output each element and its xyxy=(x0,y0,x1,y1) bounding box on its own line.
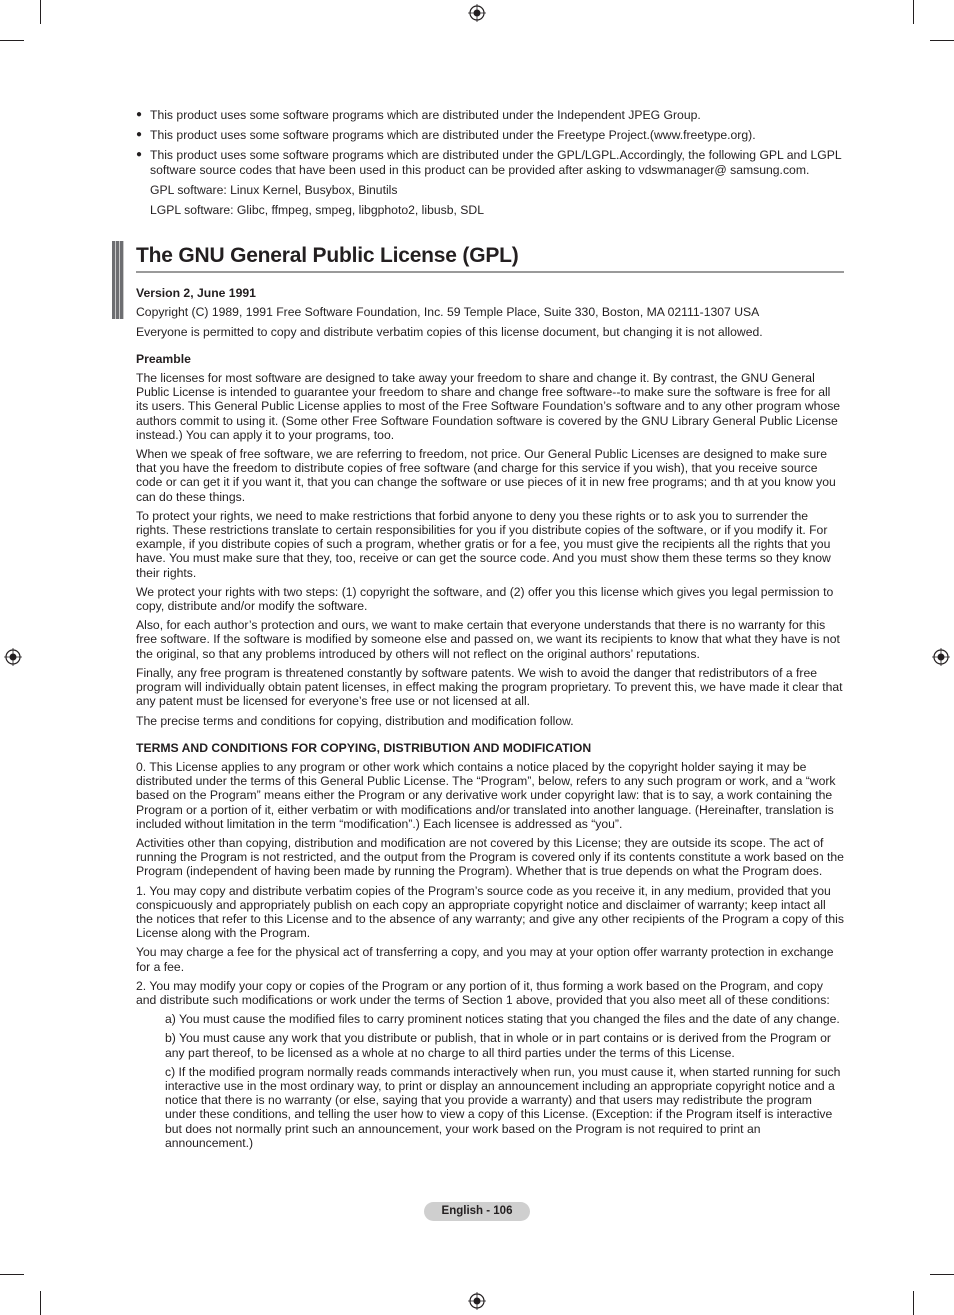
list-item xyxy=(136,148,844,176)
bullet-text: This product uses some software programs which are distributed under the Freetype Project.(www.freetype.org). xyxy=(150,128,756,143)
paragraph: We protect your rights with two steps: (1) copyright the software, and (2) offer you this license which gives you legal permission to copy, distribute and/or modify the software. xyxy=(136,584,834,614)
crop-mark xyxy=(0,40,24,41)
page-title: The GNU General Public License (GPL) xyxy=(136,244,519,268)
registration-mark-icon xyxy=(468,1292,486,1310)
crop-mark xyxy=(930,1274,954,1275)
page-number-badge: English - 106 xyxy=(424,1202,530,1221)
condition-item: b) You must cause any work that you distribute or publish, that in whole or in part contains or is derived from the Program or any part thereof, to be licensed as a whole at no charge to all third parties under the terms of this License. xyxy=(165,1031,831,1060)
crop-mark xyxy=(913,1291,914,1315)
bullet-text: This product uses some software programs which are distributed under the Independent JPEG Group. xyxy=(150,108,701,122)
gpl-software-list: GPL software: Linux Kernel, Busybox, Binutils xyxy=(150,182,398,197)
paragraph: Activities other than copying, distribution and modification are not covered by this License; they are outside its scope. The act of running the Program is not restricted, and the output from the Program is covered only if its contents constitute a work based on the Program (independent of having been made by running the Program). Whether that is true depends on what the Program does. xyxy=(136,835,844,879)
crop-mark xyxy=(40,1291,41,1315)
condition-item: c) If the modified program normally reads commands interactively when run, you must cause it, when started running for such interactive use in the most ordinary way, to print or display an announcement including an appropriate copyright notice and a notice that there is no warranty (or else, saying that you provide a warranty) and that users may redistribute the program under these conditions, and telling the user how to view a copy of this License. (Exception: if the Program itself is interactive but does not normally print such an announcement, your work based on the Program is not required to print an announcement.) xyxy=(165,1064,841,1150)
bullet-icon: ● xyxy=(136,129,143,141)
list-item xyxy=(136,108,844,122)
registration-mark-icon xyxy=(4,648,22,666)
condition-item: a) You must cause the modified files to carry prominent notices stating that you changed the files and the date of any change. xyxy=(165,1012,840,1027)
section-header xyxy=(136,243,844,273)
paragraph: The licenses for most software are designed to take away your freedom to share and change it. By contrast, the GNU General Public License is intended to guarantee your freedom to share and change free software--to make sure the software is free for all its users. This General Public License applies to most of the Free Software Foundation’s software and to any other program whose authors commit to using it. (Some other Free Software Foundation software is covered by the GNU Library General Public License instead.) You can apply it to your programs, too. xyxy=(136,371,841,442)
title-accent-bar xyxy=(112,241,124,319)
paragraph: Also, for each author’s protection and ours, we want to make certain that everyone understands that there is no warranty for this free software. If the software is modified by someone else and passed on, we want its recipients to know that what they have is not the original, so that any problems introduced by others will not reflect on the original authors’ reputations. xyxy=(136,618,840,661)
registration-mark-icon xyxy=(468,4,486,22)
paragraph: Finally, any free program is threatened constantly by software patents. We wish to avoid the danger that redistributors of a free program will individually obtain patent licenses, in effect making the program proprietary. To prevent this, we have made it clear that any patent must be licensed for everyone’s free use or not licensed at all. xyxy=(136,665,843,709)
bullet-list xyxy=(136,108,844,177)
crop-mark xyxy=(40,0,41,24)
permission-text: Everyone is permitted to copy and distribute verbatim copies of this license document, but changing it is not allowed. xyxy=(136,324,763,339)
paragraph: 2. You may modify your copy or copies of the Program or any portion of it, thus forming a work based on the Program, and copy and distribute such modifications or work under the terms of Section 1 above, provided that you also meet all of these conditions: xyxy=(136,978,830,1007)
crop-mark xyxy=(913,0,914,24)
paragraph: You may charge a fee for the physical act of transferring a copy, and you may at your option offer warranty protection in exchange for a fee. xyxy=(136,945,834,974)
bullet-text: This product uses some software programs which are distributed under the GPL/LGPL.Accordingly, the following GPL and LGPL software source codes that have been used in this product can be provided after asking to vdswmanager@ samsung.com. xyxy=(150,148,842,177)
crop-mark xyxy=(0,1274,24,1275)
registration-mark-icon xyxy=(932,648,950,666)
preamble-heading: Preamble xyxy=(136,351,191,366)
paragraph: The precise terms and conditions for copying, distribution and modification follow. xyxy=(136,713,574,728)
page-content xyxy=(136,108,844,1155)
terms-heading: TERMS AND CONDITIONS FOR COPYING, DISTRIBUTION AND MODIFICATION xyxy=(136,740,592,755)
copyright-text: Copyright (C) 1989, 1991 Free Software Foundation, Inc. 59 Temple Place, Suite 330, Boston, MA 02111-1307 USA xyxy=(136,305,760,320)
bullet-icon: ● xyxy=(136,149,143,161)
version-heading: Version 2, June 1991 xyxy=(136,286,256,301)
bullet-icon: ● xyxy=(136,109,143,120)
paragraph: 0. This License applies to any program or other work which contains a notice placed by the copyright holder saying it may be distributed under the terms of this General Public License. The “Program”, below, refers to any such program or work, and a “work based on the Program” means either the Program or any derivative work under copyright law: that is to say, a work containing the Program or a portion of it, either verbatim or with modifications and/or translated into another language. (Hereinafter, translation is included without limitation in the term “modification”.) Each licensee is addressed as “you”. xyxy=(136,759,836,831)
paragraph: When we speak of free software, we are referring to freedom, not price. Our General Public Licenses are designed to make sure that you have the freedom to distribute copies of free software (and charge for this service if you wish), that you receive source code or can get it if you want it, that you can change the software or use pieces of it in new free programs; and th at you know you can do these things. xyxy=(136,447,836,504)
lgpl-software-list: LGPL software: Glibc, ffmpeg, smpeg, libgphoto2, libusb, SDL xyxy=(150,203,484,218)
paragraph: 1. You may copy and distribute verbatim copies of the Program’s source code as you receive it, in any medium, provided that you conspicuously and appropriately publish on each copy an appropriate copyright notice and disclaimer of warranty; keep intact all the notices that refer to this License and to the absence of any warranty; and give any other recipients of the Program a copy of this License along with the Program. xyxy=(136,883,844,941)
list-item xyxy=(136,128,844,142)
paragraph: To protect your rights, we need to make restrictions that forbid anyone to deny you these rights or to ask you to surrender the rights. These restrictions translate to certain responsibilities for you if you distribute copies of the software, or if you modify it. For example, if you distribute copies of such a program, whether gratis or for a fee, you must give the recipients all the rights that you have. You must make sure that they, too, receive or can get the source code. And you must show them these terms so they know their rights. xyxy=(136,508,831,580)
crop-mark xyxy=(930,40,954,41)
